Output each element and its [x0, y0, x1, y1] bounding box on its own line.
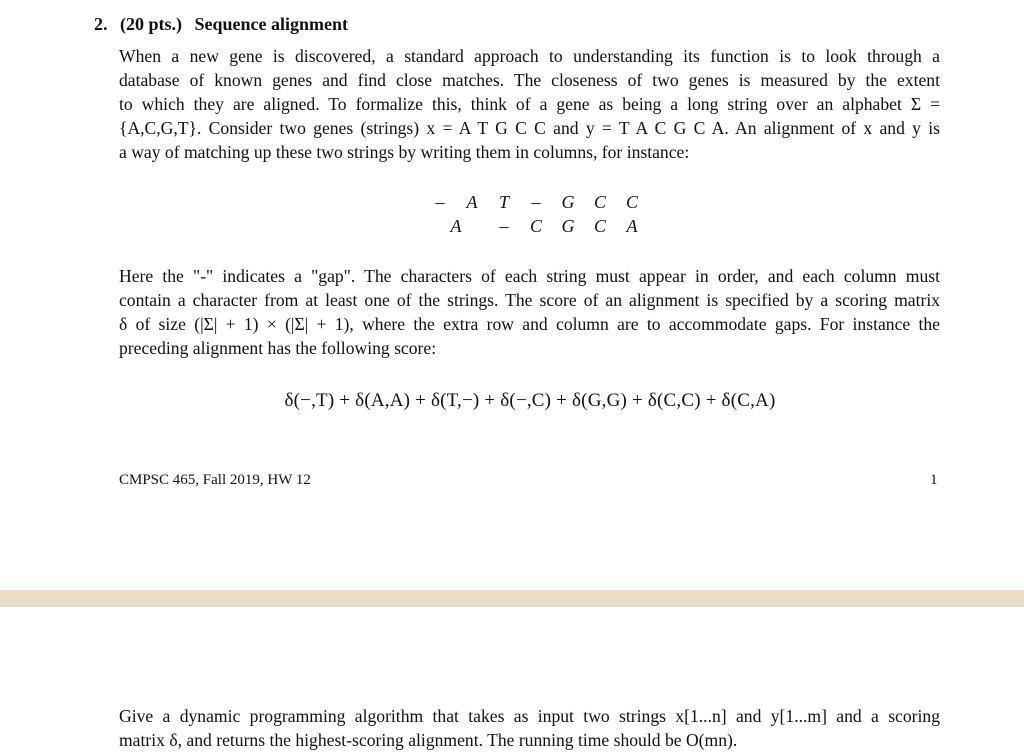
alignment-row-x	[424, 190, 648, 214]
alignment-cell: A	[626, 216, 638, 236]
intro-line: to which they are aligned. To formalize this, think of a gene as being a long string over an alphabet Σ =	[119, 94, 940, 114]
question-line: Give a dynamic programming algorithm that takes as input two strings x[1...n] and y[1...m] and a scoring	[119, 706, 940, 726]
next-page	[0, 607, 1024, 756]
gap-line: contain a character from at least one of the strings. The score of an alignment is specified by a scoring matrix	[119, 290, 940, 310]
alignment-cell: C	[593, 192, 606, 212]
problem-number: 2.	[94, 14, 108, 34]
question-paragraph	[119, 704, 940, 752]
gap-line: Here the "-" indicates a "gap". The characters of each string must appear in order, and each column must	[119, 266, 940, 286]
gap-line: preceding alignment has the following score:	[119, 338, 437, 358]
alignment-cell: A	[466, 192, 478, 212]
problem-points: (20 pts.)	[120, 14, 182, 34]
problem-title: Sequence alignment	[194, 14, 349, 34]
gap-line: δ of size (|Σ| + 1) × (|Σ| + 1), where the extra row and column are to accommodate gaps. For instance the	[119, 314, 940, 334]
score-expression: δ(−,T) + δ(A,A) + δ(T,−) + δ(−,C) + δ(G,G) + δ(C,C) + δ(C,A)	[284, 390, 776, 411]
alignment-cell: C	[625, 192, 638, 212]
footer-course: CMPSC 465, Fall 2019, HW 12	[119, 472, 311, 488]
intro-line: {A,C,G,T}. Consider two genes (strings) x = A T G C C and y = T A C G C A. An alignment of x and y is	[119, 118, 940, 138]
alignment-cell: C	[529, 216, 542, 236]
question-line: matrix δ, and returns the highest-scoring alignment. The running time should be O(mn).	[119, 730, 738, 750]
page-separator	[0, 590, 1024, 607]
alignment-cell: A	[450, 216, 462, 236]
alignment-example	[424, 190, 648, 238]
alignment-cell: G	[561, 192, 575, 212]
alignment-cell: –	[499, 216, 509, 236]
alignment-cell: T	[498, 192, 509, 212]
alignment-cell: C	[593, 216, 606, 236]
intro-line: a way of matching up these two strings by writing them in columns, for instance:	[119, 142, 690, 162]
alignment-cell: –	[531, 192, 541, 212]
intro-line: When a new gene is discovered, a standard approach to understanding its function is to look through a	[119, 46, 940, 66]
alignment-cell: –	[435, 192, 445, 212]
gap-paragraph	[119, 264, 940, 360]
intro-line: database of known genes and find close matches. The closeness of two genes is measured by the extent	[119, 70, 940, 90]
alignment-row-y	[424, 214, 648, 238]
alignment-cell: G	[561, 216, 575, 236]
intro-paragraph	[119, 44, 940, 164]
problem-heading	[94, 14, 348, 35]
footer-page-number: 1	[930, 472, 938, 488]
